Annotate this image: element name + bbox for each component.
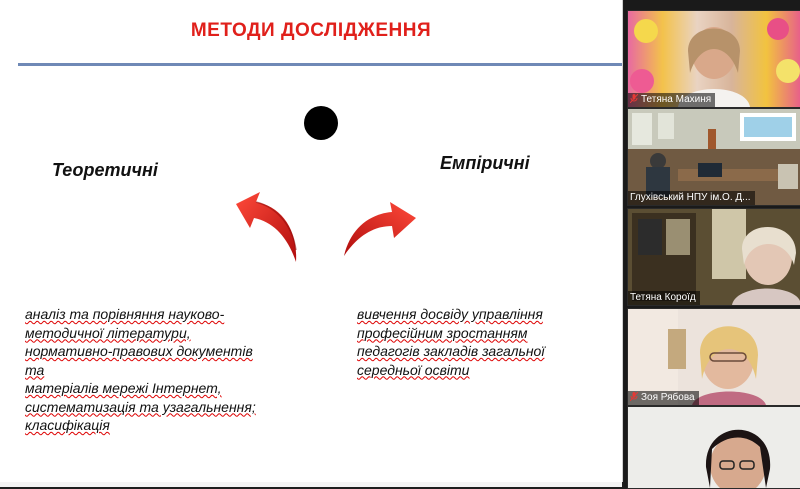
mic-muted-icon: [630, 392, 638, 401]
text-line: та: [25, 361, 45, 378]
video-tile[interactable]: [627, 208, 800, 306]
participant-name-label: Тетяна Короїд: [628, 291, 700, 305]
curved-arrow-left-icon: [230, 190, 305, 268]
participant-name-label: Глухівський НПУ ім.О. Д...: [628, 191, 755, 205]
text-line: матеріалів мережі Інтернет,: [25, 380, 222, 396]
participant-name-label: Тетяна Махиня: [628, 93, 715, 107]
curved-arrow-right-icon: [340, 190, 420, 262]
text-line: нормативно-правових документів: [25, 343, 253, 359]
text-line: класифікація: [25, 417, 110, 433]
title-divider: [18, 63, 622, 66]
theoretical-heading: Теоретичні: [52, 160, 158, 180]
participant-video: [628, 407, 800, 488]
black-dot-icon: [304, 106, 338, 140]
empirical-methods-text: [357, 305, 597, 379]
text-line: методичної літератури,: [25, 324, 191, 341]
video-tile[interactable]: [627, 10, 800, 108]
text-line: педагогів закладів загальної: [357, 343, 545, 359]
video-tile[interactable]: [627, 308, 800, 406]
text-line: професійним зростанням: [357, 324, 528, 341]
theoretical-methods-text: [25, 305, 315, 435]
participant-name-label: Зоя Рябова: [628, 391, 699, 405]
slide-title: МЕТОДИ ДОСЛІДЖЕННЯ: [190, 20, 432, 41]
mic-muted-icon: [630, 94, 638, 103]
empirical-heading: Емпіричні: [440, 153, 530, 173]
video-tile[interactable]: [627, 406, 800, 489]
video-tile[interactable]: [627, 108, 800, 206]
text-line: середньої освіти: [357, 361, 470, 378]
text-line: вивчення досвіду управління: [357, 306, 543, 322]
text-line: аналіз та порівняння науково-: [25, 306, 225, 322]
text-line: систематизація та узагальнення;: [25, 398, 256, 415]
participant-video-strip: [624, 0, 800, 487]
